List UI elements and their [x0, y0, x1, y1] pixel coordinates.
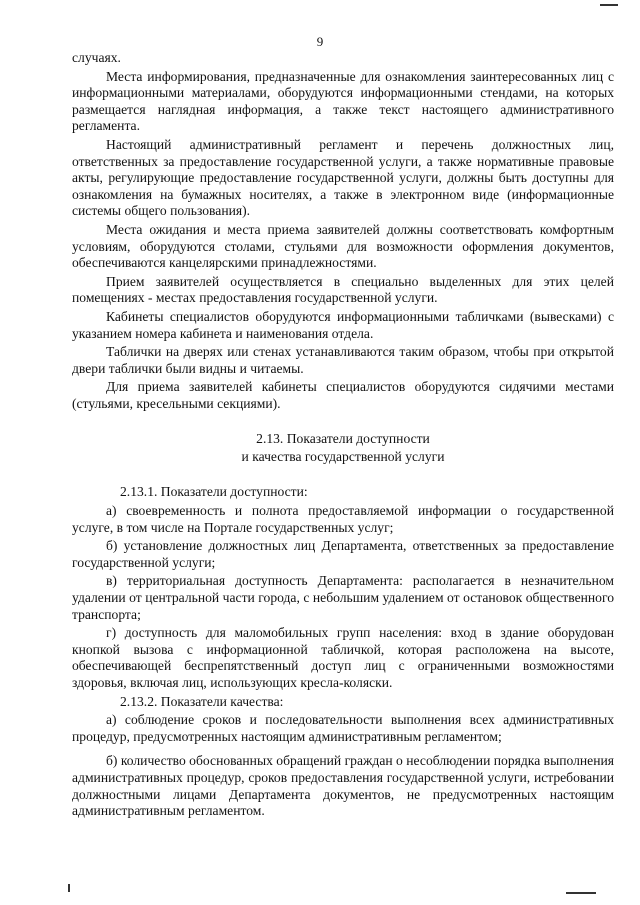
list-item-b-availability: б) установление должностных лиц Департамента, ответственных за предоставление государственной услуги;: [72, 538, 614, 570]
paragraph-waiting-places: Места ожидания и места приема заявителей должны соответствовать комфортным условиям, оборудуются столами, стульями для возможности оформления документов, обеспечиваются канцелярскими принадлежностями.: [72, 221, 614, 271]
section-heading: [72, 430, 614, 466]
scan-mark-bottom-right: [566, 892, 596, 894]
list-item-a-quality: а) соблюдение сроков и последовательности выполнения всех административных процедур, предусмотренных настоящим административным регламентом;: [72, 712, 614, 744]
paragraph-continuation: случаях.: [72, 50, 121, 65]
list-item-v-availability: в) территориальная доступность Департамента: располагается в незначительном удалении от центральной части города, с небольшим удалением от остановок общественного транспорта;: [72, 573, 614, 622]
paragraph-seating: Для приема заявителей кабинеты специалистов оборудуются сидячими местами (стульями, кресельными секциями).: [72, 379, 614, 411]
scan-mark-top-right: [600, 4, 618, 6]
scan-mark-bottom-left: [68, 884, 70, 892]
paragraph-reception: Прием заявителей осуществляется в специально выделенных для этих целей помещениях - местах предоставления государственной услуги.: [72, 273, 614, 306]
list-item-g-availability: г) доступность для маломобильных групп населения: вход в здание оборудован кнопкой вызова с информационной табличкой, которая расположена на высоте, обеспечивающей беспрепятственный доступ лиц с ограниченными возможностями здоровья, включая лиц, использующих кресла-коляски.: [72, 625, 614, 690]
subsection-quality-title: 2.13.2. Показатели качества:: [120, 693, 284, 709]
document-body: [72, 50, 614, 822]
paragraph-signs: Таблички на дверях или стенах устанавливаются таким образом, чтобы при открытой двери таблички были видны и читаемы.: [72, 344, 614, 376]
page-number: 9: [316, 34, 324, 49]
list-item-a-availability: а) своевременность и полнота предоставляемой информации о государственной услуге, в том числе на Портале государственных услуг;: [72, 503, 614, 535]
paragraph-info-places: Места информирования, предназначенные для ознакомления заинтересованных лиц с информационными материалами, оборудуются информационными стендами, на которых размещается наглядная информация, а также текст настоящего административного регламента.: [72, 68, 614, 134]
section-heading-line-1: 2.13. Показатели доступности: [256, 431, 430, 447]
subsection-availability-title: 2.13.1. Показатели доступности:: [120, 484, 308, 500]
section-heading-line-2: и качества государственной услуги: [241, 449, 445, 465]
paragraph-offices: Кабинеты специалистов оборудуются информационными табличками (вывесками) с указанием номера кабинета и наименования отдела.: [72, 308, 614, 341]
list-item-b-quality: б) количество обоснованных обращений граждан о несоблюдении порядка выполнения административных процедур, сроков предоставления государственной услуги, истребовании должностными лицами Департамента документов, не предусмотренных настоящим административным регламентом.: [72, 753, 614, 819]
paragraph-regulation-access: Настоящий административный регламент и перечень должностных лиц, ответственных за предоставление государственной услуги, а также нормативные правовые акты, регулирующие предоставление государственной услуги, должны быть доступны для ознакомления на бумажных носителях, а также в электронном виде (информационные системы общего пользования).: [72, 136, 614, 219]
